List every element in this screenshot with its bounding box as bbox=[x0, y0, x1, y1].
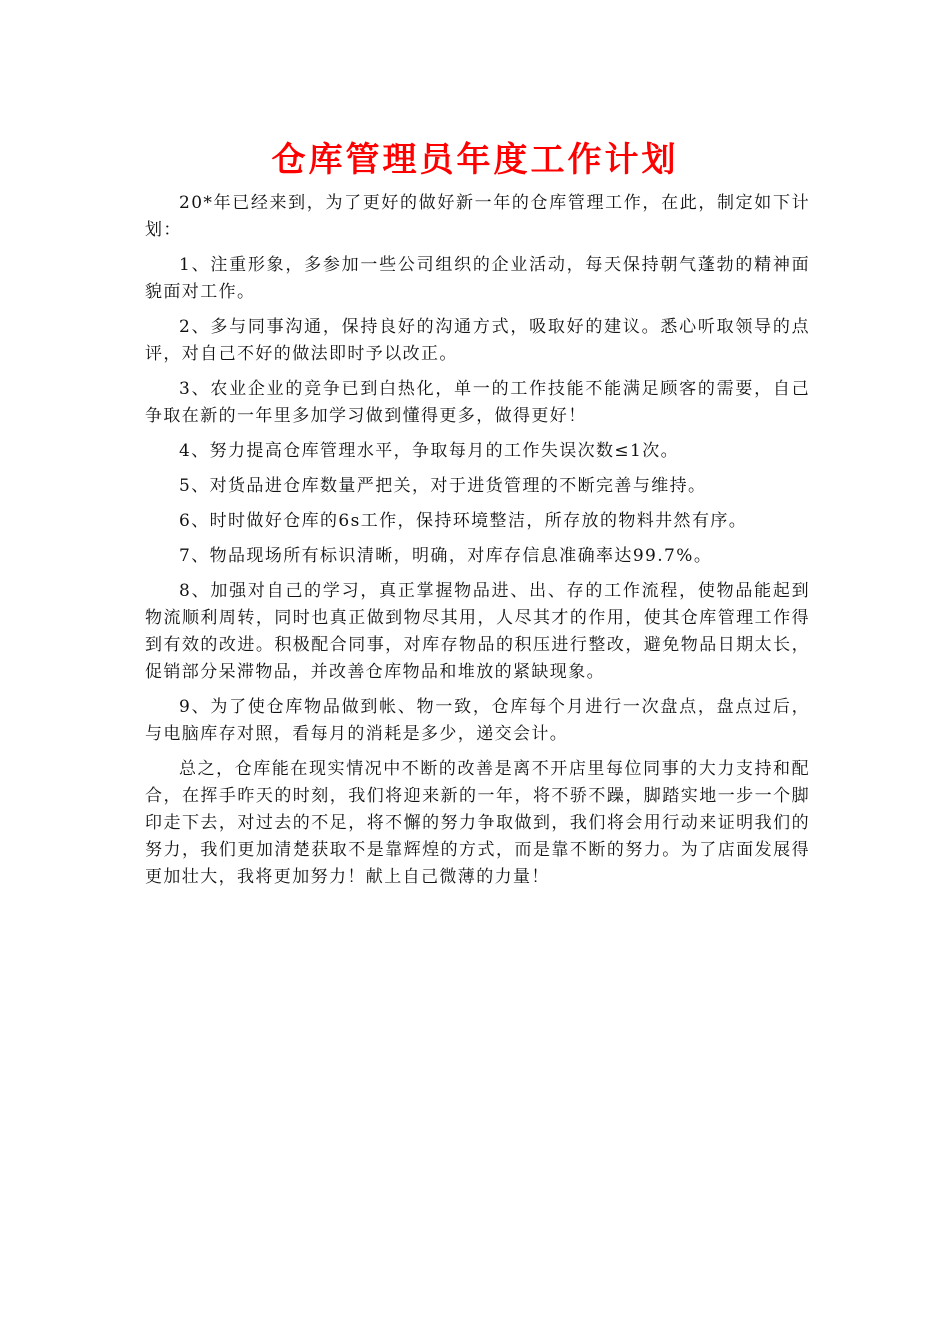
paragraph-item-6: 6、时时做好仓库的6s工作，保持环境整洁，所存放的物料井然有序。 bbox=[179, 511, 748, 531]
paragraph-conclusion: 总之，仓库能在现实情况中不断的改善是离不开店里每位同事的大力支持和配合，在挥手昨天的时刻，我们将迎来新的一年，将不骄不躁，脚踏实地一步一个脚印走下去，对过去的不足，将不懈的努力争取做到，我们将会用行动来证明我们的努力，我们更加清楚获取不是靠辉煌的方式，而是靠不断的努力。为了店面发展得更加壮大，我将更加努力！献上自己微薄的力量！ bbox=[145, 759, 810, 887]
paragraph-item-1: 1、注重形象，多参加一些公司组织的企业活动，每天保持朝气蓬勃的精神面貌面对工作。 bbox=[145, 255, 810, 302]
paragraph-item-2: 2、多与同事沟通，保持良好的沟通方式，吸取好的建议。悉心听取领导的点评，对自己不好的做法即时予以改正。 bbox=[145, 317, 810, 364]
document-body bbox=[145, 190, 810, 899]
paragraph-item-4: 4、努力提高仓库管理水平，争取每月的工作失误次数≤1次。 bbox=[179, 441, 680, 461]
document-title: 仓库管理员年度工作计划 bbox=[271, 140, 679, 180]
paragraph-item-5: 5、对货品进仓库数量严把关，对于进货管理的不断完善与维持。 bbox=[179, 476, 707, 496]
paragraph-item-7: 7、物品现场所有标识清晰，明确，对库存信息准确率达99.7%。 bbox=[179, 546, 713, 566]
paragraph-item-3: 3、农业企业的竞争已到白热化，单一的工作技能不能满足顾客的需要，自己争取在新的一年里多加学习做到懂得更多，做得更好！ bbox=[145, 379, 810, 426]
paragraph-intro: 20*年已经来到，为了更好的做好新一年的仓库管理工作，在此，制定如下计划： bbox=[145, 193, 810, 240]
paragraph-item-8: 8、加强对自己的学习，真正掌握物品进、出、存的工作流程，使物品能起到物流顺利周转，同时也真正做到物尽其用，人尽其才的作用，使其仓库管理工作得到有效的改进。积极配合同事，对库存物品的积压进行整改，避免物品日期太长，促销部分呆滞物品，并改善仓库物品和堆放的紧缺现象。 bbox=[145, 581, 810, 682]
paragraph-item-9: 9、为了使仓库物品做到帐、物一致，仓库每个月进行一次盘点，盘点过后，与电脑库存对照，看每月的消耗是多少，递交会计。 bbox=[145, 697, 810, 744]
